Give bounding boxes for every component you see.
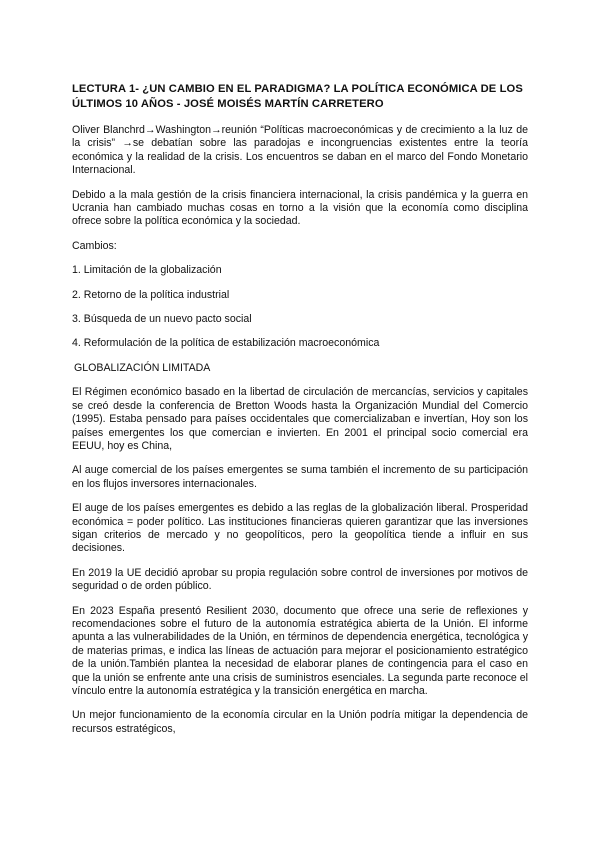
change-item: 4. Reformulación de la política de estabilización macroeconómica	[72, 337, 380, 350]
section-paragraph: En 2023 España presentó Resilient 2030, documento que ofrece una serie de reflexiones y recomendaciones sobre el futuro de la autonomía estratégica abierta de la Unión. El informe apunta a las vulnerabilidades de la Unión, en términos de dependencia energética, tecnológica y de materias primas, e indica las líneas de actuación para mejorar el posicionamiento estratégico de la unión.También plantea la necesidad de elaborar planes de contingencia para el caso en que la unión se enfrente ante una crisis de suministros esenciales. La segunda parte reconoce el vínculo entre la autonomía estratégica y la transición energética en marcha.	[72, 604, 528, 697]
section-paragraph: El auge de los países emergentes es debido a las reglas de la globalización liberal. Prosperidad económica = poder político. Las instituciones financieras quieren garantizar que las inversiones sigan criterios de mercado y no geopolíticos, pero la geopolítica tiende a influir en sus decisiones.	[72, 502, 528, 555]
section-paragraph: El Régimen económico basado en la libertad de circulación de mercancías, servicios y capitales se creó desde la conferencia de Bretton Woods hasta la Organización Mundial del Comercio (1995). Estaba pensado para países occidentales que comercializaban e invertían, Hoy son los países emergentes los que comercian e invierten. En 2001 el principal socio comercial era EEUU, hoy es China,	[72, 386, 528, 452]
change-item: 1. Limitación de la globalización	[72, 264, 222, 277]
change-item: 3. Búsqueda de un nuevo pacto social	[72, 313, 252, 326]
section-heading: GLOBALIZACIÓN LIMITADA	[74, 361, 211, 374]
section-paragraph: Al auge comercial de los países emergentes se suma también el incremento de su participación en los flujos inversores internacionales.	[72, 464, 528, 490]
changes-label: Cambios:	[72, 239, 117, 252]
document-title: LECTURA 1- ¿UN CAMBIO EN EL PARADIGMA? LA POLÍTICA ECONÓMICA DE LOS ÚLTIMOS 10 AÑOS - JOSÉ MOISÉS MARTÍN CARRETERO	[72, 83, 523, 110]
section-paragraph: En 2019 la UE decidió aprobar su propia regulación sobre control de inversiones por motivos de seguridad o de orden público.	[72, 566, 528, 593]
change-item: 2. Retorno de la política industrial	[72, 288, 230, 301]
intro-paragraph: Oliver Blanchrd→Washington→reunión “Políticas macroeconómicas y de crecimiento a la luz de la crisis” →se debatían sobre las paradojas e incongruencias existentes entre la teoría económica y la realidad de la crisis. Los encuentros se daban en el marco del Fondo Monetario Internacional.	[72, 124, 528, 177]
section-paragraph: Un mejor funcionamiento de la economía circular en la Unión podría mitigar la dependencia de recursos estratégicos,	[72, 709, 528, 735]
intro-paragraph: Debido a la mala gestión de la crisis financiera internacional, la crisis pandémica y la guerra en Ucrania han cambiado muchas cosas en torno a la visión que la economía como disciplina ofrece sobre la política económica y la sociedad.	[72, 188, 528, 228]
